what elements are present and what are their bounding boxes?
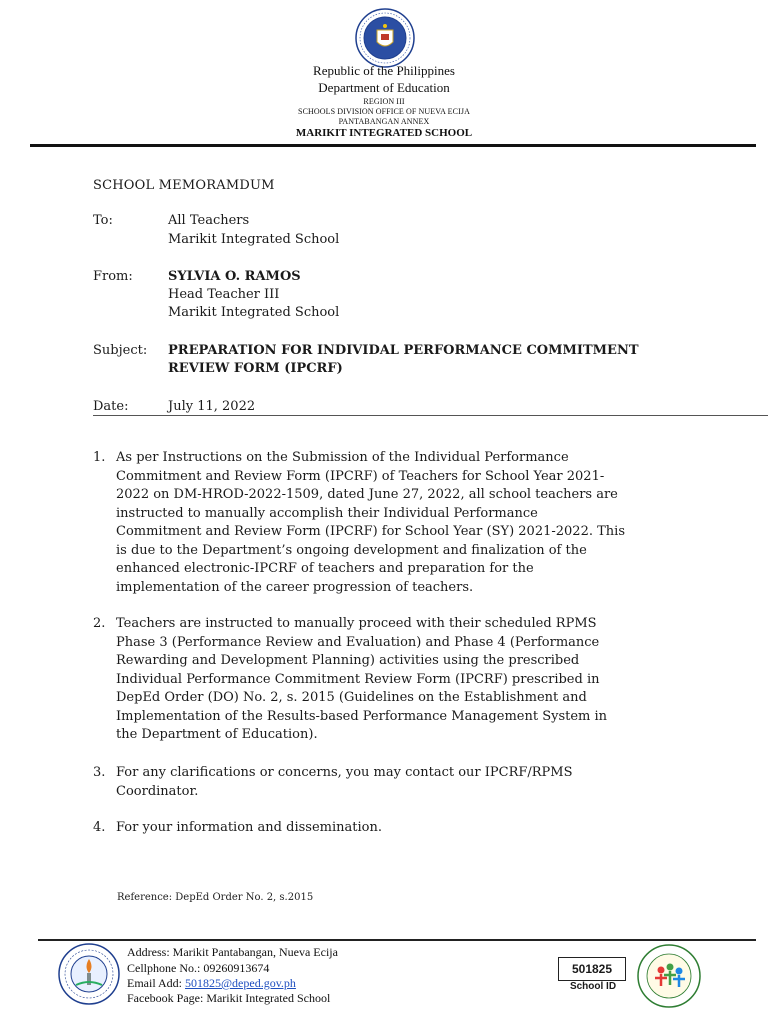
list-item-text: For any clarifications or concerns, you may contact our IPCRF/RPMS Coordinator. — [116, 765, 573, 799]
list-item-text: Teachers are instructed to manually proceed with their scheduled RPMS Phase 3 (Performance Review and Evaluation) and Phase 4 (Performance Rewarding and Development Planning) activities using the prescribed Individual Performance Commitment Review Form (IPCRF) prescribed in DepEd Order (DO) No. 2, s. 2015 (Guidelines on the Establishment and Implementation of the Results-based Performance Management System in the Department of Education). — [116, 616, 608, 742]
list-item-number: 3. — [93, 765, 106, 780]
marikit-school-logo-icon — [58, 943, 120, 1005]
list-item-text: As per Instructions on the Submission of the Individual Performance Commitment and Review Form (IPCRF) of Teachers for School Year 2021- 2022 on DM-HROD-2022-1509, dated June 27, 2022, all school teachers are instructed to manually accomplish their Individual Performance Commitment and Review Form (IPCRF) for School Year (SY) 2021-2022. This is due to the Department’s ongoing development and finalization of the enhanced electronic-IPCRF of teachers and preparation for the implementation of the career progression of teachers. — [116, 450, 625, 595]
footer-address: Address: Marikit Pantabangan, Nueva Ecija — [127, 945, 338, 959]
from-school: Marikit Integrated School — [168, 305, 340, 320]
list-item-text: For your information and dissemination. — [116, 820, 382, 835]
footer-cellphone: Cellphone No.: 09260913674 — [127, 961, 270, 975]
subject-label: Subject: — [93, 343, 148, 358]
footer-facebook: Facebook Page: Marikit Integrated School — [127, 991, 331, 1005]
memo-title: SCHOOL MEMORAMDUM — [93, 178, 275, 193]
date-label: Date: — [93, 399, 129, 414]
from-position: Head Teacher III — [168, 287, 280, 302]
footer-email-link[interactable]: 501825@deped.gov.ph — [185, 976, 296, 990]
header-school: MARIKIT INTEGRATED SCHOOL — [295, 127, 473, 139]
school-id-label: School ID — [569, 981, 617, 992]
list-item-number: 4. — [93, 820, 106, 835]
reference-note: Reference: DepEd Order No. 2, s.2015 — [117, 892, 314, 903]
to-label: To: — [93, 213, 113, 228]
date-divider — [93, 415, 768, 416]
from-name: SYLVIA O. RAMOS — [168, 269, 301, 284]
subject-line-1: PREPARATION FOR INDIVIDAL PERFORMANCE COMMITMENT — [168, 343, 639, 358]
list-item-number: 1. — [93, 450, 106, 465]
header-division: SCHOOLS DIVISION OFFICE OF NUEVA ECIJA — [298, 107, 470, 116]
footer-email-row — [127, 976, 296, 990]
list-item-number: 2. — [93, 616, 106, 631]
child-friendly-school-logo-icon — [637, 944, 701, 1008]
from-label: From: — [93, 269, 133, 284]
footer-divider — [38, 939, 756, 941]
footer-email-label: Email Add: — [127, 976, 185, 990]
header-region: REGION III — [363, 97, 405, 106]
header-republic: Republic of the Philippines — [313, 63, 455, 78]
to-line-2: Marikit Integrated School — [168, 232, 340, 247]
header-department: Department of Education — [318, 80, 450, 95]
date-value: July 11, 2022 — [168, 399, 256, 414]
deped-seal-icon — [355, 8, 415, 68]
school-id-box: 501825 — [558, 957, 626, 981]
to-line-1: All Teachers — [168, 213, 250, 228]
header-divider — [30, 144, 756, 147]
header-annex: PANTABANGAN ANNEX — [338, 117, 430, 126]
subject-line-2: REVIEW FORM (IPCRF) — [168, 361, 343, 376]
